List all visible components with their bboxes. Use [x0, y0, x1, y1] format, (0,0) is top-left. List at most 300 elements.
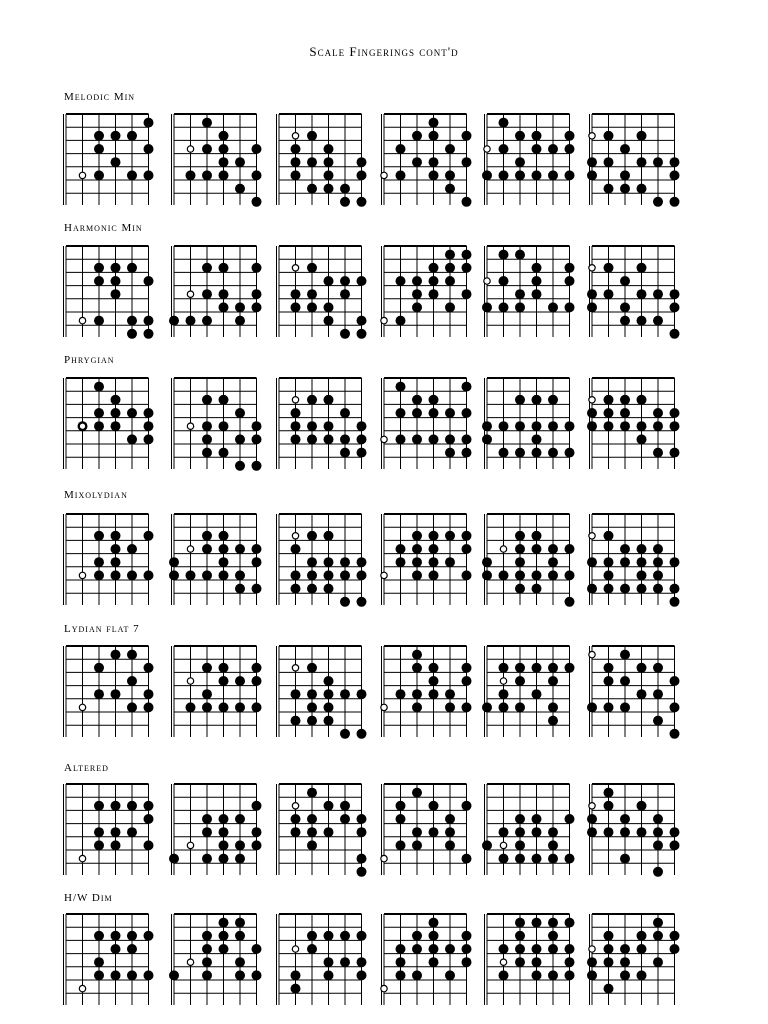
note-dot	[324, 395, 334, 405]
note-dot	[445, 557, 455, 567]
note-dot	[499, 448, 509, 458]
note-dot	[111, 650, 121, 660]
note-dot	[429, 918, 439, 928]
note-dot	[604, 788, 614, 798]
note-dot	[445, 814, 455, 824]
note-dot	[219, 827, 229, 837]
note-dot	[252, 970, 262, 980]
note-dot	[340, 729, 350, 739]
fingering-diagram-harmonic-min-3	[275, 242, 363, 341]
note-dot	[565, 421, 575, 431]
fingering-diagram-melodic-min-3	[275, 110, 363, 209]
note-dot	[532, 434, 542, 444]
note-dot	[653, 584, 663, 594]
note-dot	[565, 597, 575, 607]
note-dot	[653, 289, 663, 299]
note-dot	[515, 302, 525, 312]
note-dot	[202, 957, 212, 967]
note-dot	[637, 801, 647, 811]
fingering-diagram-harmonic-min-5	[483, 242, 571, 341]
note-dot	[653, 448, 663, 458]
note-dot	[429, 131, 439, 141]
note-dot	[620, 316, 630, 326]
note-dot	[429, 689, 439, 699]
note-dot	[219, 854, 229, 864]
note-dot	[291, 144, 301, 154]
note-dot	[637, 931, 647, 941]
note-dot	[462, 197, 472, 207]
note-dot	[532, 131, 542, 141]
note-dot	[620, 184, 630, 194]
note-dot	[515, 814, 525, 824]
note-dot	[307, 716, 317, 726]
note-dot	[144, 421, 154, 431]
note-dot	[202, 434, 212, 444]
note-dot	[462, 663, 472, 673]
note-dot	[604, 663, 614, 673]
note-dot	[515, 840, 525, 850]
note-dot	[252, 302, 262, 312]
note-dot	[653, 827, 663, 837]
note-dot	[111, 827, 121, 837]
note-dot	[396, 434, 406, 444]
note-dot	[412, 434, 422, 444]
note-dot	[340, 448, 350, 458]
note-dot	[462, 131, 472, 141]
note-dot	[307, 584, 317, 594]
note-dot	[412, 131, 422, 141]
open-note-dot	[292, 265, 298, 271]
note-dot	[111, 544, 121, 554]
note-dot	[357, 597, 367, 607]
note-dot	[462, 289, 472, 299]
fingering-diagram-phrygian-1	[62, 374, 150, 473]
fingering-diagram-mixolydian-3	[275, 510, 363, 609]
note-dot	[202, 421, 212, 431]
note-dot	[429, 395, 439, 405]
fingering-diagram-mixolydian-5	[483, 510, 571, 609]
note-dot	[169, 570, 179, 580]
note-dot	[482, 840, 492, 850]
note-dot	[620, 170, 630, 180]
note-dot	[291, 289, 301, 299]
note-dot	[604, 531, 614, 541]
note-dot	[515, 395, 525, 405]
note-dot	[340, 931, 350, 941]
note-dot	[429, 676, 439, 686]
note-dot	[396, 544, 406, 554]
note-dot	[144, 316, 154, 326]
note-dot	[202, 970, 212, 980]
note-dot	[620, 421, 630, 431]
fingering-diagram-harmonic-min-1	[62, 242, 150, 341]
fingering-diagram-hw-dim-4	[380, 910, 468, 1009]
note-dot	[412, 544, 422, 554]
note-dot	[94, 408, 104, 418]
note-dot	[111, 570, 121, 580]
fingering-diagram-lydian-flat-7-3	[275, 642, 363, 741]
note-dot	[252, 170, 262, 180]
note-dot	[429, 157, 439, 167]
note-dot	[670, 170, 680, 180]
note-dot	[532, 421, 542, 431]
note-dot	[604, 289, 614, 299]
note-dot	[94, 421, 104, 431]
note-dot	[291, 302, 301, 312]
note-dot	[445, 184, 455, 194]
note-dot	[670, 840, 680, 850]
open-note-dot	[187, 842, 193, 848]
note-dot	[548, 570, 558, 580]
note-dot	[202, 570, 212, 580]
note-dot	[324, 434, 334, 444]
note-dot	[127, 650, 137, 660]
note-dot	[202, 702, 212, 712]
note-dot	[462, 957, 472, 967]
note-dot	[396, 382, 406, 392]
note-dot	[587, 421, 597, 431]
note-dot	[94, 144, 104, 154]
note-dot	[252, 461, 262, 471]
note-dot	[307, 263, 317, 273]
note-dot	[548, 302, 558, 312]
note-dot	[396, 557, 406, 567]
note-dot	[235, 408, 245, 418]
note-dot	[324, 584, 334, 594]
note-dot	[219, 931, 229, 941]
note-dot	[94, 557, 104, 567]
note-dot	[515, 663, 525, 673]
note-dot	[144, 118, 154, 128]
open-note-dot	[79, 704, 85, 710]
note-dot	[94, 570, 104, 580]
note-dot	[357, 867, 367, 877]
note-dot	[670, 157, 680, 167]
note-dot	[620, 557, 630, 567]
note-dot	[637, 289, 647, 299]
note-dot	[515, 421, 525, 431]
note-dot	[252, 702, 262, 712]
note-dot	[412, 931, 422, 941]
note-dot	[445, 434, 455, 444]
note-dot	[94, 131, 104, 141]
open-note-dot	[292, 533, 298, 539]
open-note-dot	[500, 546, 506, 552]
fingering-diagram-lydian-flat-7-4	[380, 642, 468, 741]
note-dot	[307, 157, 317, 167]
note-dot	[202, 531, 212, 541]
note-dot	[235, 931, 245, 941]
note-dot	[604, 570, 614, 580]
note-dot	[324, 157, 334, 167]
note-dot	[429, 263, 439, 273]
note-dot	[94, 263, 104, 273]
note-dot	[307, 931, 317, 941]
note-dot	[235, 157, 245, 167]
note-dot	[565, 918, 575, 928]
note-dot	[548, 448, 558, 458]
note-dot	[127, 970, 137, 980]
note-dot	[111, 557, 121, 567]
note-dot	[202, 118, 212, 128]
note-dot	[499, 827, 509, 837]
note-dot	[396, 814, 406, 824]
fingering-diagram-altered-2	[170, 780, 258, 879]
note-dot	[462, 944, 472, 954]
note-dot	[653, 716, 663, 726]
note-dot	[620, 302, 630, 312]
note-dot	[94, 170, 104, 180]
note-dot	[340, 408, 350, 418]
note-dot	[94, 689, 104, 699]
note-dot	[291, 716, 301, 726]
note-dot	[324, 316, 334, 326]
note-dot	[548, 421, 558, 431]
fingering-diagram-lydian-flat-7-6	[588, 642, 676, 741]
note-dot	[127, 827, 137, 837]
page-title: Scale Fingerings cont'd	[309, 44, 459, 59]
fingering-diagram-altered-3	[275, 780, 363, 879]
note-dot	[144, 531, 154, 541]
open-note-dot	[79, 572, 85, 578]
fingering-diagram-mixolydian-1	[62, 510, 150, 609]
note-dot	[94, 382, 104, 392]
note-dot	[429, 801, 439, 811]
note-dot	[515, 250, 525, 260]
note-dot	[565, 814, 575, 824]
note-dot	[202, 170, 212, 180]
note-dot	[219, 170, 229, 180]
note-dot	[445, 840, 455, 850]
note-dot	[565, 302, 575, 312]
note-dot	[127, 801, 137, 811]
fingering-diagram-hw-dim-3	[275, 910, 363, 1009]
note-dot	[324, 801, 334, 811]
note-dot	[252, 197, 262, 207]
note-dot	[324, 570, 334, 580]
note-dot	[144, 702, 154, 712]
note-dot	[670, 597, 680, 607]
note-dot	[412, 276, 422, 286]
note-dot	[396, 840, 406, 850]
note-dot	[499, 276, 509, 286]
note-dot	[515, 676, 525, 686]
open-note-dot	[381, 985, 387, 991]
note-dot	[462, 531, 472, 541]
note-dot	[127, 263, 137, 273]
note-dot	[532, 395, 542, 405]
note-dot	[127, 131, 137, 141]
note-dot	[202, 854, 212, 864]
note-dot	[307, 570, 317, 580]
note-dot	[499, 702, 509, 712]
note-dot	[357, 316, 367, 326]
note-dot	[445, 170, 455, 180]
note-dot	[235, 461, 245, 471]
note-dot	[324, 184, 334, 194]
note-dot	[219, 702, 229, 712]
note-dot	[340, 184, 350, 194]
note-dot	[462, 263, 472, 273]
note-dot	[670, 302, 680, 312]
note-dot	[396, 801, 406, 811]
open-note-dot	[79, 317, 85, 323]
note-dot	[111, 531, 121, 541]
note-dot	[324, 302, 334, 312]
open-note-dot	[79, 172, 85, 178]
note-dot	[670, 421, 680, 431]
fingering-diagram-hw-dim-1	[62, 910, 150, 1009]
note-dot	[532, 448, 542, 458]
note-dot	[429, 118, 439, 128]
note-dot	[396, 170, 406, 180]
note-dot	[94, 970, 104, 980]
note-dot	[653, 421, 663, 431]
note-dot	[532, 814, 542, 824]
open-note-dot	[589, 651, 595, 657]
note-dot	[653, 814, 663, 824]
fingering-diagram-melodic-min-6	[588, 110, 676, 209]
note-dot	[307, 702, 317, 712]
note-dot	[620, 854, 630, 864]
fingering-diagram-altered-5	[483, 780, 571, 879]
note-dot	[587, 957, 597, 967]
note-dot	[620, 702, 630, 712]
note-dot	[127, 944, 137, 954]
note-dot	[94, 827, 104, 837]
note-dot	[324, 421, 334, 431]
note-dot	[127, 170, 137, 180]
note-dot	[653, 316, 663, 326]
note-dot	[637, 544, 647, 554]
note-dot	[620, 970, 630, 980]
note-dot	[412, 702, 422, 712]
note-dot	[357, 827, 367, 837]
fingering-diagram-hw-dim-6	[588, 910, 676, 1009]
note-dot	[565, 957, 575, 967]
open-note-dot	[381, 855, 387, 861]
note-dot	[291, 157, 301, 167]
note-dot	[144, 144, 154, 154]
note-dot	[202, 689, 212, 699]
section-label-lydian-flat-7: Lydian flat 7	[64, 623, 140, 635]
open-note-dot	[589, 265, 595, 271]
note-dot	[445, 302, 455, 312]
note-dot	[565, 544, 575, 554]
note-dot	[637, 157, 647, 167]
note-dot	[252, 801, 262, 811]
note-dot	[532, 584, 542, 594]
note-dot	[202, 263, 212, 273]
note-dot	[202, 814, 212, 824]
note-dot	[291, 408, 301, 418]
note-dot	[548, 170, 558, 180]
note-dot	[235, 814, 245, 824]
note-dot	[548, 827, 558, 837]
note-dot	[307, 184, 317, 194]
note-dot	[219, 157, 229, 167]
note-dot	[235, 957, 245, 967]
note-dot	[637, 263, 647, 273]
note-dot	[653, 157, 663, 167]
note-dot	[357, 197, 367, 207]
note-dot	[357, 854, 367, 864]
note-dot	[252, 544, 262, 554]
note-dot	[144, 434, 154, 444]
note-dot	[252, 434, 262, 444]
fingering-diagram-phrygian-2	[170, 374, 258, 473]
note-dot	[462, 801, 472, 811]
note-dot	[532, 544, 542, 554]
note-dot	[445, 531, 455, 541]
note-dot	[144, 801, 154, 811]
open-note-dot	[381, 317, 387, 323]
note-dot	[202, 395, 212, 405]
note-dot	[565, 570, 575, 580]
section-label-phrygian: Phrygian	[64, 354, 115, 366]
note-dot	[445, 689, 455, 699]
note-dot	[515, 702, 525, 712]
note-dot	[637, 970, 647, 980]
note-dot	[462, 676, 472, 686]
note-dot	[499, 302, 509, 312]
note-dot	[235, 970, 245, 980]
note-dot	[357, 557, 367, 567]
fingering-diagram-phrygian-3	[275, 374, 363, 473]
note-dot	[307, 557, 317, 567]
note-dot	[429, 276, 439, 286]
note-dot	[462, 157, 472, 167]
note-dot	[186, 570, 196, 580]
note-dot	[670, 827, 680, 837]
note-dot	[111, 408, 121, 418]
note-dot	[604, 931, 614, 941]
note-dot	[144, 970, 154, 980]
note-dot	[412, 827, 422, 837]
note-dot	[169, 970, 179, 980]
note-dot	[94, 316, 104, 326]
note-dot	[653, 557, 663, 567]
open-note-dot	[589, 397, 595, 403]
note-dot	[324, 531, 334, 541]
note-dot	[219, 676, 229, 686]
note-dot	[235, 184, 245, 194]
open-note-dot	[79, 423, 85, 429]
note-dot	[429, 544, 439, 554]
note-dot	[587, 157, 597, 167]
note-dot	[340, 434, 350, 444]
note-dot	[235, 840, 245, 850]
note-dot	[111, 395, 121, 405]
note-dot	[445, 408, 455, 418]
note-dot	[499, 118, 509, 128]
note-dot	[357, 170, 367, 180]
note-dot	[324, 970, 334, 980]
open-note-dot	[381, 172, 387, 178]
note-dot	[111, 931, 121, 941]
note-dot	[515, 570, 525, 580]
note-dot	[219, 448, 229, 458]
note-dot	[532, 170, 542, 180]
note-dot	[637, 557, 647, 567]
note-dot	[429, 557, 439, 567]
note-dot	[587, 302, 597, 312]
note-dot	[620, 408, 630, 418]
note-dot	[604, 801, 614, 811]
note-dot	[604, 676, 614, 686]
fingering-diagram-mixolydian-2	[170, 510, 258, 609]
note-dot	[515, 584, 525, 594]
